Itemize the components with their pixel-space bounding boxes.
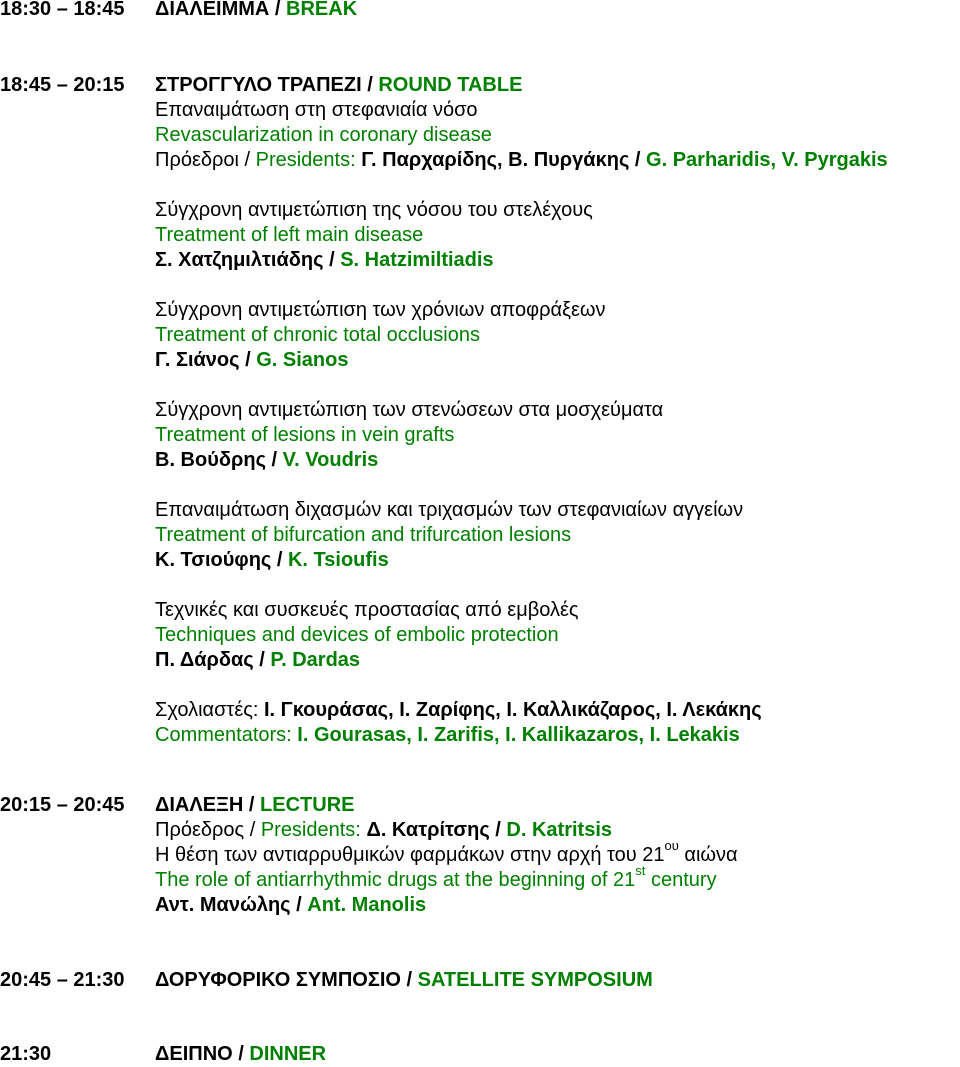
topic-greek: Η θέση των αντιαρρυθμικών φαρμάκων στην αρχή του $21^{o\upsilon}$ αιώνα	[155, 838, 738, 866]
presidents-greek: Γ. Παρχαρίδης, Β. Πυργάκης	[361, 149, 630, 171]
section-body	[155, 968, 955, 993]
talk-title-greek: Σύγχρονη αντιμετώπιση της νόσου του στελέχους	[155, 199, 593, 221]
talk-speaker: Π. Δάρδας / P. Dardas	[155, 649, 361, 671]
section-body	[155, 1042, 955, 1067]
session-title: ΔΙΑΛΕΞΗ / LECTURE	[155, 794, 355, 816]
time-slot: 18:30 – 18:45	[0, 0, 125, 20]
title-english: SATELLITE SYMPOSIUM	[417, 969, 653, 991]
presidents-line: Πρόεδροι / Presidents: Γ. Παρχαρίδης, Β. Πυργάκης / G. Parharidis, V. Pyrgakis	[155, 149, 888, 171]
talk-title-english: Treatment of lesions in vein grafts	[155, 424, 455, 446]
talk-title-greek: Σύγχρονη αντιμετώπιση των χρόνιων αποφράξεων	[155, 299, 606, 321]
title-greek: ΔΙΑΛΕΞΗ	[155, 794, 244, 816]
title-english: DINNER	[249, 1043, 327, 1065]
talk-title-greek: Τεχνικές και συσκευές προστασίας από εμβολές	[155, 599, 579, 621]
talk-speaker: Β. Βούδρης / V. Voudris	[155, 449, 379, 471]
presidents-line: Πρόεδρος / Presidents: Δ. Κατρίτσης / D. Katritsis	[155, 819, 612, 841]
talk-speaker: Γ. Σιάνος / G. Sianos	[155, 349, 349, 371]
talk-title-english: Techniques and devices of embolic protection	[155, 624, 559, 646]
section-body	[155, 73, 955, 748]
commentators-greek: Σχολιαστές: Ι. Γκουράσας, Ι. Ζαρίφης, Ι. Καλλικάζαρος, Ι. Λεκάκης	[155, 699, 762, 721]
presidents-english: D. Katritsis	[506, 819, 612, 841]
title-greek: ΔΕΙΠΝΟ	[155, 1043, 233, 1065]
section-body	[155, 793, 955, 918]
title-english: ROUND TABLE	[378, 74, 523, 96]
title-english: LECTURE	[260, 794, 355, 816]
talk-speaker: Σ. Χατζημιλτιάδης / S. Hatzimiltiadis	[155, 249, 494, 271]
talk-title-greek: Επαναιμάτωση διχασμών και τριχασμών των στεφανιαίων αγγείων	[155, 499, 744, 521]
title-greek: ΔΟΡΥΦΟΡΙΚΟ ΣΥΜΠΟΣΙΟ	[155, 969, 401, 991]
lecture-speaker: Αντ. Μανώλης / Ant. Manolis	[155, 894, 427, 916]
time-slot: 18:45 – 20:15	[0, 74, 125, 96]
time-slot: 21:30	[0, 1043, 52, 1065]
session-title: ΣΤΡΟΓΓΥΛΟ ΤΡΑΠΕΖΙ / ROUND TABLE	[155, 74, 523, 96]
commentators-english: Commentators: I. Gourasas, I. Zarifis, I. Kallikazaros, I. Lekakis	[155, 724, 740, 746]
time-slot: 20:45 – 21:30	[0, 969, 125, 991]
presidents-english: G. Parharidis, V. Pyrgakis	[646, 149, 888, 171]
talk-title-english: Treatment of left main disease	[155, 224, 424, 246]
topic-english: The role of antiarrhythmic drugs at the beginning of 21st century	[155, 863, 717, 891]
time-slot: 20:15 – 20:45	[0, 794, 125, 816]
title-greek: ΔΙΑΛΕΙΜΜΑ	[155, 0, 270, 20]
talk-title-greek: Σύγχρονη αντιμετώπιση των στενώσεων στα μοσχεύματα	[155, 399, 664, 421]
talk-title-english: Treatment of chronic total occlusions	[155, 324, 480, 346]
session-title: ΔΕΙΠΝΟ / DINNER	[155, 1043, 327, 1065]
section-body	[155, 0, 955, 22]
title-english: BREAK	[286, 0, 358, 20]
talk-speaker: Κ. Τσιούφης / K. Tsioufis	[155, 549, 389, 571]
talk-title-english: Treatment of bifurcation and trifurcation lesions	[155, 524, 572, 546]
topic-english: Revascularization in coronary disease	[155, 124, 492, 146]
topic-greek: Επαναιμάτωση στη στεφανιαία νόσο	[155, 99, 478, 121]
session-title: ΔΟΡΥΦΟΡΙΚΟ ΣΥΜΠΟΣΙΟ / SATELLITE SYMPOSIUM	[155, 969, 653, 991]
presidents-greek: Δ. Κατρίτσης	[366, 819, 490, 841]
title-greek: ΣΤΡΟΓΓΥΛΟ ΤΡΑΠΕΖΙ	[155, 74, 362, 96]
session-title: ΔΙΑΛΕΙΜΜΑ / BREAK	[155, 0, 358, 20]
